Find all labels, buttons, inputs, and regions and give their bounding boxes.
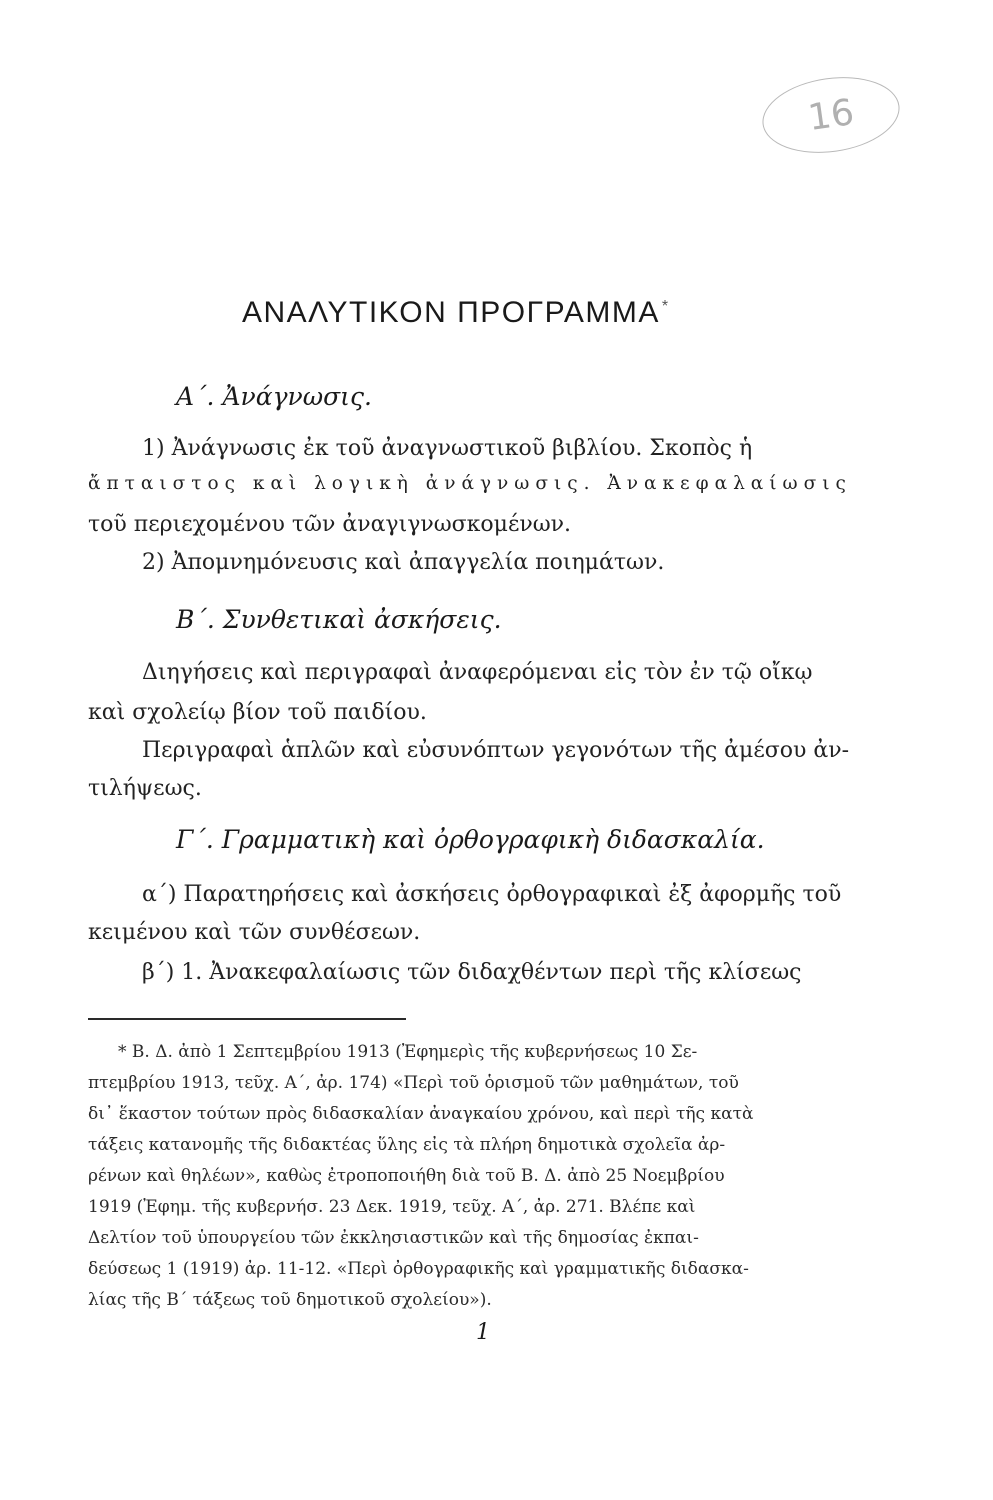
- footnote-line-2: πτεμβρίου 1913, τεῦχ. Α΄, ἀρ. 174) «Περὶ τοῦ ὁρισμοῦ τῶν μαθημάτων, τοῦ: [88, 1073, 739, 1093]
- section-a-line-2: ἄπταιστος καὶ λογικὴ ἀνάγνωσις. Ἀνακεφαλαίωσις: [88, 473, 852, 494]
- section-a-heading: Α΄. Ἀνάγνωσις.: [176, 382, 372, 411]
- title-footnote-mark: *: [661, 298, 670, 315]
- section-b-line-4: τιλήψεως.: [88, 776, 202, 801]
- footnote-line-3: δι᾽ ἕκαστον τούτων πρὸς διδασκαλίαν ἀναγκαίου χρόνου, καὶ περὶ τῆς κατὰ: [88, 1104, 754, 1124]
- footnote-line-5: ρένων καὶ θηλέων», καθὼς ἐτροποποιήθη διὰ τοῦ Β. Δ. ἀπὸ 25 Νοεμβρίου: [88, 1166, 725, 1186]
- section-c-line-1: α΄) Παρατηρήσεις καὶ ἀσκήσεις ὀρθογραφικαὶ ἐξ ἀφορμῆς τοῦ: [142, 882, 842, 907]
- archive-stamp: 16: [758, 69, 905, 161]
- section-b-line-1: Διηγήσεις καὶ περιγραφαὶ ἀναφερόμεναι εἰς τὸν ἐν τῷ οἴκῳ: [142, 660, 813, 685]
- section-c-line-2: κειμένου καὶ τῶν συνθέσεων.: [88, 920, 421, 945]
- footnote-line-7: Δελτίον τοῦ ὑπουργείου τῶν ἐκκλησιαστικῶν καὶ τῆς δημοσίας ἐκπαι-: [88, 1228, 699, 1248]
- footnote-line-9: λίας τῆς Β΄ τάξεως τοῦ δημοτικοῦ σχολείου»).: [88, 1290, 492, 1310]
- footnote-divider: [88, 1018, 406, 1020]
- section-b-line-2: καὶ σχολείῳ βίον τοῦ παιδίου.: [88, 700, 427, 725]
- footnote-line-6: 1919 (Ἐφημ. τῆς κυβερνήσ. 23 Δεκ. 1919, τεῦχ. Α΄, ἀρ. 271. Βλέπε καὶ: [88, 1197, 696, 1217]
- footnote-line-1: * Β. Δ. ἀπὸ 1 Σεπτεμβρίου 1913 (Ἐφημερὶς τῆς κυβερνήσεως 10 Σε-: [118, 1042, 698, 1062]
- section-c-heading: Γ΄. Γραμματικὴ καὶ ὀρθογραφικὴ διδασκαλία.: [176, 825, 765, 854]
- section-b-heading: Β΄. Συνθετικαὶ ἀσκήσεις.: [176, 605, 502, 634]
- page-title: [242, 296, 742, 330]
- title-text: ΑΝΑΛΥΤΙΚΟΝ ΠΡΟΓΡΑΜΜΑ: [242, 296, 660, 329]
- section-a-line-3: τοῦ περιεχομένου τῶν ἀναγιγνωσκομένων.: [88, 512, 572, 537]
- footnote-line-4: τάξεις κατανομῆς τῆς διδακτέας ὕλης εἰς τὰ πλήρη δημοτικὰ σχολεῖα ἀρ-: [88, 1135, 726, 1155]
- section-a-line-4: 2) Ἀπομνημόνευσις καὶ ἀπαγγελία ποιημάτων.: [142, 550, 665, 575]
- section-c-line-3: β΄) 1. Ἀνακεφαλαίωσις τῶν διδαχθέντων περὶ τῆς κλίσεως: [142, 960, 802, 985]
- page-number: 1: [476, 1320, 490, 1345]
- footnote-line-8: δεύσεως 1 (1919) ἀρ. 11-12. «Περὶ ὀρθογραφικῆς καὶ γραμματικῆς διδασκα-: [88, 1259, 749, 1279]
- section-b-line-3: Περιγραφαὶ ἁπλῶν καὶ εὐσυνόπτων γεγονότων τῆς ἀμέσου ἀν-: [142, 738, 850, 763]
- section-a-line-1: 1) Ἀνάγνωσις ἐκ τοῦ ἀναγνωστικοῦ βιβλίου. Σκοπὸς ἡ: [142, 436, 753, 461]
